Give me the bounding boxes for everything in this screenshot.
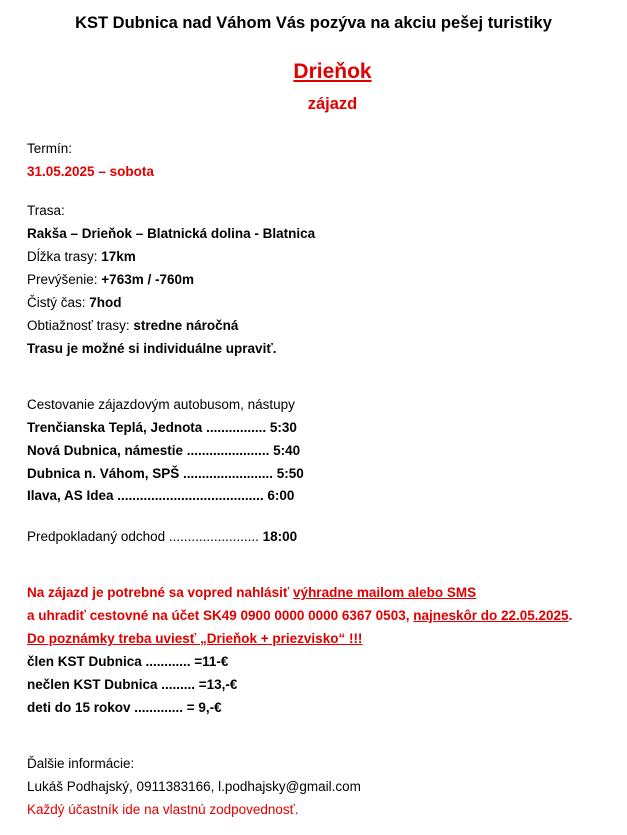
term-date: 31.05.2025 – sobota <box>27 164 154 179</box>
info-label: Ďalšie informácie: <box>27 756 135 771</box>
stop-time: 5:50 <box>276 466 304 481</box>
invitation-header: KST Dubnica nad Váhom Vás pozýva na akciu pešej turistiky <box>75 14 552 32</box>
departure-time: 18:00 <box>262 529 298 544</box>
registration-text: Na zájazd je potrebné sa vopred nahlásiť <box>27 585 294 600</box>
route-elevation <box>27 272 194 287</box>
stop-place: Nová Dubnica, námestie ...................... <box>27 443 274 458</box>
info-contact: Lukáš Podhajský, 0911383166, l.podhajsky@gmail.com <box>27 779 361 794</box>
registration-note: Do poznámky treba uviesť „Drieňok + priezvisko“ !!! <box>27 631 363 646</box>
route-elevation-label: Prevýšenie: <box>27 272 102 287</box>
route-length-value: 17km <box>101 249 136 264</box>
price-member: člen KST Dubnica ............ =11-€ <box>27 654 229 669</box>
route-length <box>27 249 136 264</box>
route-difficulty <box>27 318 238 333</box>
payment-period: . <box>568 608 573 623</box>
travel-stop <box>27 420 297 435</box>
travel-stop <box>27 466 304 481</box>
payment-deadline: najneskôr do 22.05.2025 <box>413 608 569 623</box>
stop-place: Dubnica n. Váhom, SPŠ ........................ <box>27 466 277 481</box>
stop-place: Trenčianska Teplá, Jednota ................ <box>27 420 270 435</box>
event-title: Drieňok <box>293 60 372 83</box>
route-label: Trasa: <box>27 203 65 218</box>
route-time-label: Čistý čas: <box>27 295 90 310</box>
price-non-member: nečlen KST Dubnica ......... =13,-€ <box>27 677 238 692</box>
travel-label: Cestovanie zájazdovým autobusom, nástupy <box>27 397 295 412</box>
route-length-label: Dĺžka trasy: <box>27 249 102 264</box>
route-path: Rakša – Drieňok – Blatnická dolina - Blatnica <box>27 226 316 241</box>
registration-line-1 <box>27 585 476 600</box>
route-note: Trasu je možné si individuálne upraviť. <box>27 341 277 356</box>
event-subtitle: zájazd <box>307 95 358 113</box>
stop-time: 6:00 <box>267 488 295 503</box>
stop-time: 5:40 <box>273 443 301 458</box>
departure-label: Predpokladaný odchod ........................ <box>27 529 263 544</box>
registration-line-2 <box>27 608 572 623</box>
departure <box>27 529 297 544</box>
travel-stop <box>27 443 300 458</box>
route-time-value: 7hod <box>89 295 122 310</box>
info-disclaimer: Každý účastník ide na vlastnú zodpovednosť. <box>27 802 299 817</box>
stop-place: Ilava, AS Idea ....................................... <box>27 488 268 503</box>
route-difficulty-value: stredne náročná <box>133 318 239 333</box>
registration-method: výhradne mailom alebo SMS <box>293 585 477 600</box>
payment-text: a uhradiť cestovné na účet SK49 0900 0000 0000 6367 0503, <box>27 608 414 623</box>
price-children: deti do 15 rokov ............. = 9,-€ <box>27 700 222 715</box>
term-label: Termín: <box>27 141 73 156</box>
route-time <box>27 295 122 310</box>
route-difficulty-label: Obtiažnosť trasy: <box>27 318 134 333</box>
route-elevation-value: +763m / -760m <box>101 272 194 287</box>
stop-time: 5:30 <box>269 420 297 435</box>
travel-stop <box>27 488 294 503</box>
